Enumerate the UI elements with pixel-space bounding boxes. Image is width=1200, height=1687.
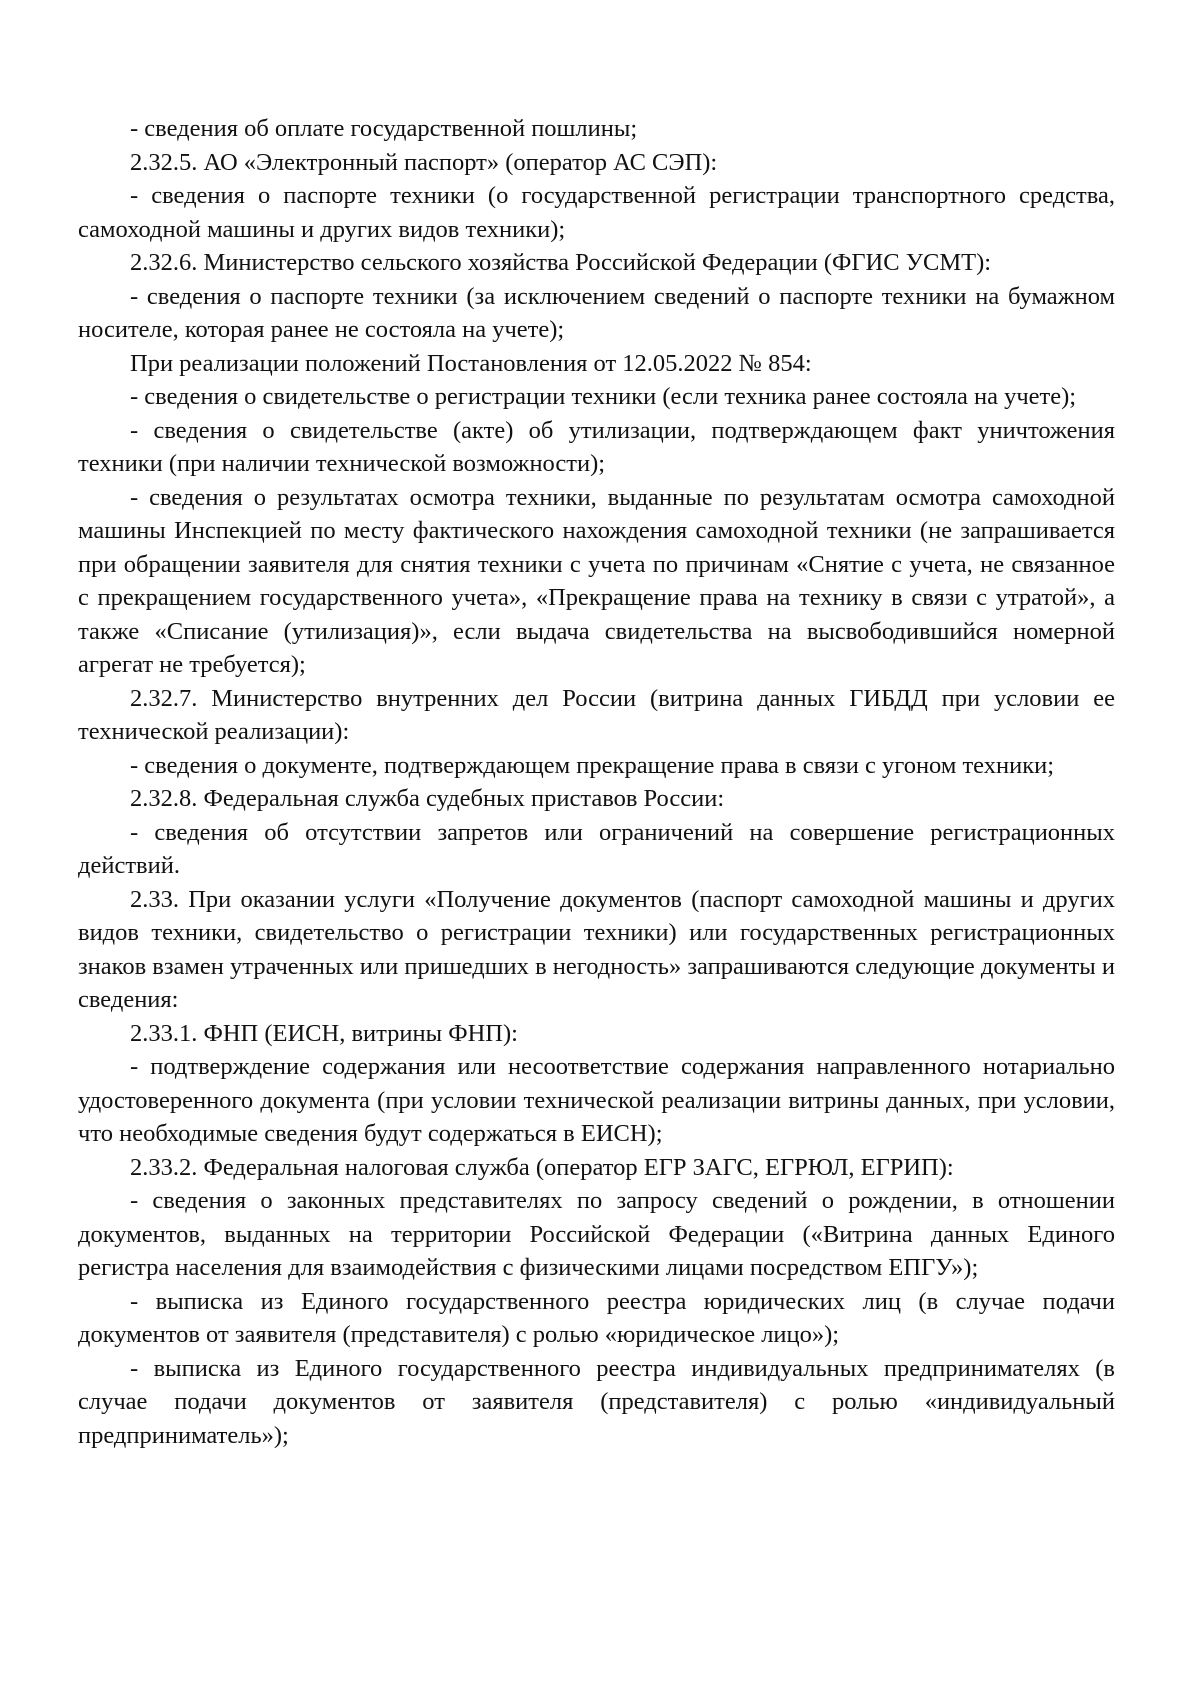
paragraph-2-32-8: 2.32.8. Федеральная служба судебных приставов России: bbox=[130, 785, 725, 812]
document-body bbox=[78, 112, 1115, 1452]
paragraph-egrul-extract: - выписка из Единого государственного реестра юридических лиц (в случае подачи документов от заявителя (представителя) с ролью «юридическое лицо»); bbox=[78, 1287, 1115, 1348]
paragraph-2-33-1: 2.33.1. ФНП (ЕИСН, витрины ФНП): bbox=[130, 1019, 518, 1047]
paragraph-2-33-2: 2.33.2. Федеральная налоговая служба (оператор ЕГР ЗАГС, ЕГРЮЛ, ЕГРИП): bbox=[130, 1153, 954, 1181]
paragraph-2-32-6: 2.32.6. Министерство сельского хозяйства Российской Федерации (ФГИС УСМТ): bbox=[130, 249, 992, 276]
paragraph-2-32-7: 2.32.7. Министерство внутренних дел России (витрина данных ГИБДД при условии ее технической реализации): bbox=[78, 684, 1115, 745]
paragraph-2-32-5: 2.32.5. АО «Электронный паспорт» (оператор АС СЭП): bbox=[130, 148, 718, 176]
paragraph-no-restrictions: - сведения об отсутствии запретов или ограничений на совершение регистрационных действий. bbox=[78, 818, 1115, 879]
paragraph-registration-certificate: - сведения о свидетельстве о регистрации техники (если техника ранее состояла на учете); bbox=[130, 383, 1077, 410]
paragraph-notary-confirmation: - подтверждение содержания или несоответствие содержания направленного нотариально удостоверенного документа (при условии технической реализации витрины данных, при условии, что необходимые сведения будут содержаться в ЕИСН); bbox=[78, 1053, 1115, 1147]
paragraph-egrip-extract: - выписка из Единого государственного реестра индивидуальных предпринимателях (в случае подачи документов от заявителя (представителя) с ролью «индивидуальный предприниматель»); bbox=[78, 1354, 1115, 1449]
paragraph-theft-document: - сведения о документе, подтверждающем прекращение права в связи с угоном техники; bbox=[130, 751, 1055, 779]
paragraph-fee-payment: - сведения об оплате государственной пошлины; bbox=[130, 115, 638, 142]
paragraph-utilization-certificate: - сведения о свидетельстве (акте) об утилизации, подтверждающем факт уничтожения техники (при наличии технической возможности); bbox=[78, 416, 1115, 477]
paragraph-passport-exclusion: - сведения о паспорте техники (за исключением сведений о паспорте техники на бумажном носителе, которая ранее не состояла на учете); bbox=[78, 282, 1115, 343]
paragraph-vehicle-passport-info: - сведения о паспорте техники (о государственной регистрации транспортного средства, самоходной машины и других видов техники); bbox=[78, 182, 1115, 243]
paragraph-2-33: 2.33. При оказании услуги «Получение документов (паспорт самоходной машины и других видов техники, свидетельство о регистрации техники) или государственных регистрационных знаков взамен утраченных или пришедших в негодность» запрашиваются следующие документы и сведения: bbox=[78, 885, 1115, 1013]
paragraph-decree-854: При реализации положений Постановления от 12.05.2022 № 854: bbox=[130, 349, 812, 377]
paragraph-inspection-results: - сведения о результатах осмотра техники, выданные по результатам осмотра самоходной машины Инспекцией по месту фактического нахождения самоходной техники (не запрашивается при обращении заявителя для снятия техники с учета по причинам «Снятие с учета, не связанное с прекращением государственного учета», «Прекращение права на технику в связи с утратой», а также «Списание (утилизация)», если выдача свидетельства на высвободившийся номерной агрегат не требуется); bbox=[78, 483, 1115, 678]
paragraph-legal-representatives: - сведения о законных представителях по запросу сведений о рождении, в отношении документов, выданных на территории Российской Федерации («Витрина данных Единого регистра населения для взаимодействия с физическими лицами посредством ЕПГУ»); bbox=[78, 1187, 1115, 1281]
